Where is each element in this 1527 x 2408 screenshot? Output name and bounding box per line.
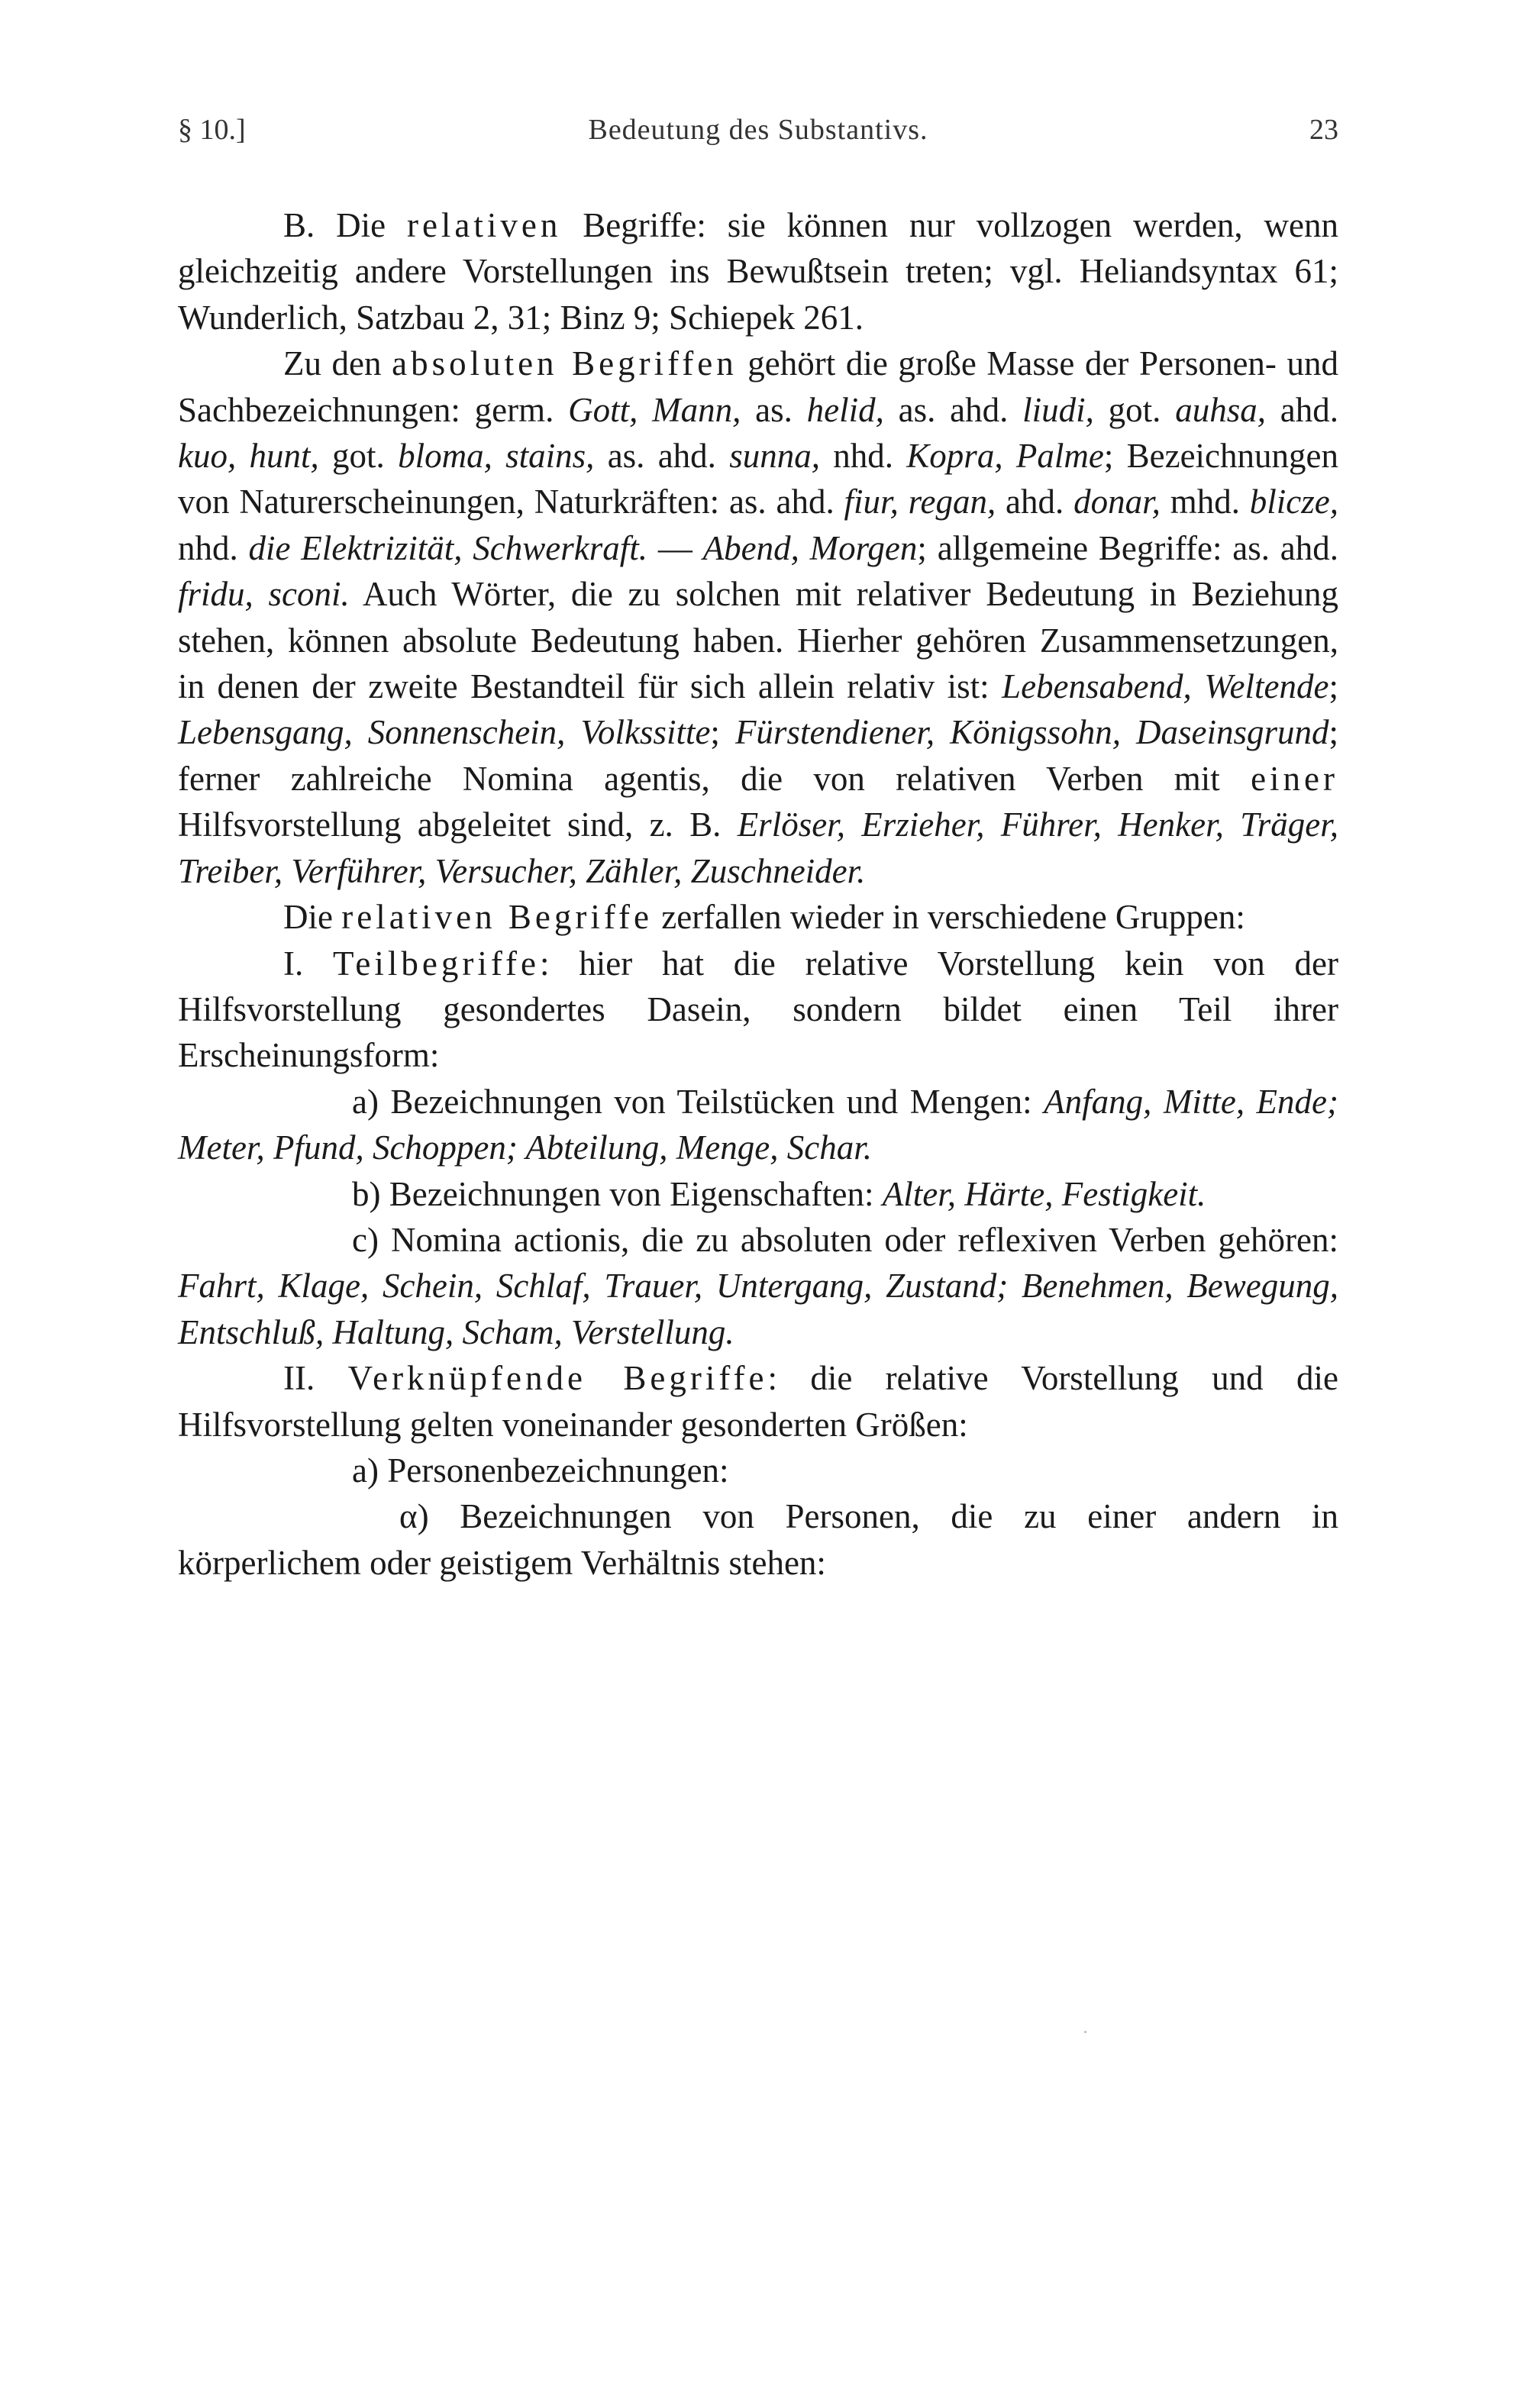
paragraph-item-b-properties bbox=[178, 1171, 1338, 1217]
italic-example: Abend, Morgen bbox=[702, 528, 918, 567]
text-run: zerfallen wieder in verschiedene Gruppen: bbox=[653, 898, 1245, 937]
italic-example: Lebensabend, Weltende bbox=[1002, 667, 1329, 706]
text-run: α) Bezeichnungen von Personen, die zu einer andern in körperlichem oder geistigem Verhältnis stehen: bbox=[178, 1497, 1338, 1582]
italic-example: donar, bbox=[1073, 483, 1161, 521]
text-run: Die bbox=[283, 898, 342, 937]
italic-example: Erlöser, Erzieher, Führer, Henker, Träger, Treiber, Verführer, Versucher, Zähler, Zuschneider. bbox=[178, 805, 1338, 890]
text-run: as. bbox=[741, 390, 807, 429]
paragraph-groups-intro bbox=[178, 894, 1338, 940]
italic-example: kuo, hunt, bbox=[178, 437, 319, 476]
text-run: ; bbox=[1328, 667, 1338, 706]
italic-example: liudi, bbox=[1022, 390, 1094, 429]
text-run: ahd. bbox=[996, 483, 1074, 521]
text-run: got. bbox=[1093, 390, 1176, 429]
paragraph-linking-concepts bbox=[178, 1355, 1338, 1448]
text-run: ; Bezeichnungen von Naturerscheinungen, Naturkräften: as. ahd. bbox=[178, 437, 1338, 521]
italic-example: bloma, stains, bbox=[398, 437, 595, 476]
italic-example: Lebensgang, Sonnenschein, Volkssitte bbox=[178, 713, 711, 752]
text-run: : die relative Vorstellung und die Hilfsvorstellung gelten voneinander gesonderten Größen: bbox=[178, 1359, 1338, 1444]
text-run: ; allgemeine Begriffe: as. ahd. bbox=[917, 528, 1339, 567]
text-run: — bbox=[647, 528, 703, 567]
text-run: ; bbox=[710, 713, 735, 752]
paragraph-relative-concepts-intro bbox=[178, 202, 1338, 341]
text-run: nhd. bbox=[178, 528, 249, 567]
italic-example: Kopra, Palme bbox=[906, 437, 1104, 476]
paragraph-item-c-nomina-actionis bbox=[178, 1217, 1338, 1355]
text-run: nhd. bbox=[819, 437, 907, 476]
spaced-term: Verknüpfende Begriffe bbox=[347, 1359, 768, 1398]
text-run: Hilfsvorstellung abgeleitet sind, z. B. bbox=[178, 805, 738, 844]
page-number: 23 bbox=[1309, 114, 1338, 146]
spaced-term: einer bbox=[1251, 759, 1338, 798]
text-run: gehört die große Masse der Personen- und Sachbezeichnungen: germ. bbox=[178, 344, 1338, 429]
running-header bbox=[178, 113, 1338, 159]
text-run: II. bbox=[283, 1359, 348, 1398]
italic-example: Fahrt, Klage, Schein, Schlaf, Trauer, Untergang, Zustand; Benehmen, Bewegung, Entschluß, Haltung, Scham, Verstellung. bbox=[178, 1267, 1338, 1351]
text-run: : hier hat die relative Vorstellung kein von der Hilfsvorstellung gesondertes Dasein, sondern bildet einen Teil ihrer Erscheinungsform: bbox=[178, 944, 1338, 1075]
spaced-term: relativen bbox=[406, 206, 562, 244]
italic-example: Fürstendiener, Königssohn, Daseinsgrund bbox=[734, 713, 1329, 752]
text-run: got. bbox=[318, 437, 399, 476]
text-run: as. ahd. bbox=[594, 437, 730, 476]
italic-example: sunna, bbox=[729, 437, 820, 476]
text-run: b) Bezeichnungen von Eigenschaften: bbox=[352, 1174, 883, 1213]
text-run: as. ahd. bbox=[883, 390, 1023, 429]
text-run: c) Nomina actionis, die zu absoluten oder reflexiven Verben gehören: bbox=[352, 1220, 1338, 1259]
paragraph-item-alpha bbox=[178, 1493, 1338, 1586]
text-run: a) Bezeichnungen von Teilstücken und Mengen: bbox=[352, 1082, 1044, 1121]
body-text bbox=[178, 202, 1338, 1586]
italic-example: die Elektrizität, Schwerkraft. bbox=[248, 528, 648, 567]
italic-example: Alter, Härte, Festigkeit. bbox=[882, 1174, 1206, 1213]
paragraph-absolute-concepts bbox=[178, 341, 1338, 894]
spaced-term: absoluten Begriffen bbox=[392, 344, 738, 383]
text-run: a) Personenbezeichnungen: bbox=[352, 1451, 729, 1490]
paragraph-item-a-parts bbox=[178, 1079, 1338, 1171]
running-title: Bedeutung des Substantivs. bbox=[588, 114, 928, 146]
paper-speck bbox=[1084, 2031, 1086, 2033]
text-run: mhd. bbox=[1160, 483, 1250, 521]
spaced-term: Teilbegriffe bbox=[333, 944, 540, 983]
italic-example: blicze, bbox=[1249, 483, 1338, 521]
italic-example: Gott, Mann, bbox=[568, 390, 741, 429]
italic-example: fridu, sconi. bbox=[178, 575, 350, 614]
spaced-term: relativen Begriffe bbox=[341, 898, 654, 937]
paragraph-part-concepts bbox=[178, 941, 1338, 1079]
text-run: ; ferner zahlreiche Nomina agentis, die von relativen Verben mit bbox=[178, 713, 1338, 798]
text-run: B. Die bbox=[283, 206, 407, 244]
text-run: I. bbox=[283, 944, 334, 983]
paragraph-item-a-persons bbox=[178, 1448, 1338, 1493]
text-run: Begriffe: sie können nur vollzogen werden, wenn gleichzeitig andere Vorstellungen ins Bewußtsein treten; vgl. Heliandsyntax 61; Wunderlich, Satzbau 2, 31; Binz 9; Schiepek 261. bbox=[178, 206, 1338, 337]
italic-example: helid, bbox=[806, 390, 884, 429]
italic-example: auhsa, bbox=[1175, 390, 1266, 429]
section-reference: § 10.] bbox=[178, 114, 246, 146]
text-run: Zu den bbox=[283, 344, 392, 383]
text-run: Auch Wörter, die zu solchen mit relativer Bedeutung in Beziehung stehen, können absolute Bedeutung haben. Hierher gehören Zusammensetzungen, in denen der zweite Bestandteil für sich allein relativ ist: bbox=[178, 575, 1338, 706]
italic-example: fiur, regan, bbox=[844, 483, 996, 521]
text-run: ahd. bbox=[1265, 390, 1338, 429]
italic-example: Anfang, Mitte, Ende; Meter, Pfund, Schoppen; Abteilung, Menge, Schar. bbox=[178, 1082, 1338, 1167]
